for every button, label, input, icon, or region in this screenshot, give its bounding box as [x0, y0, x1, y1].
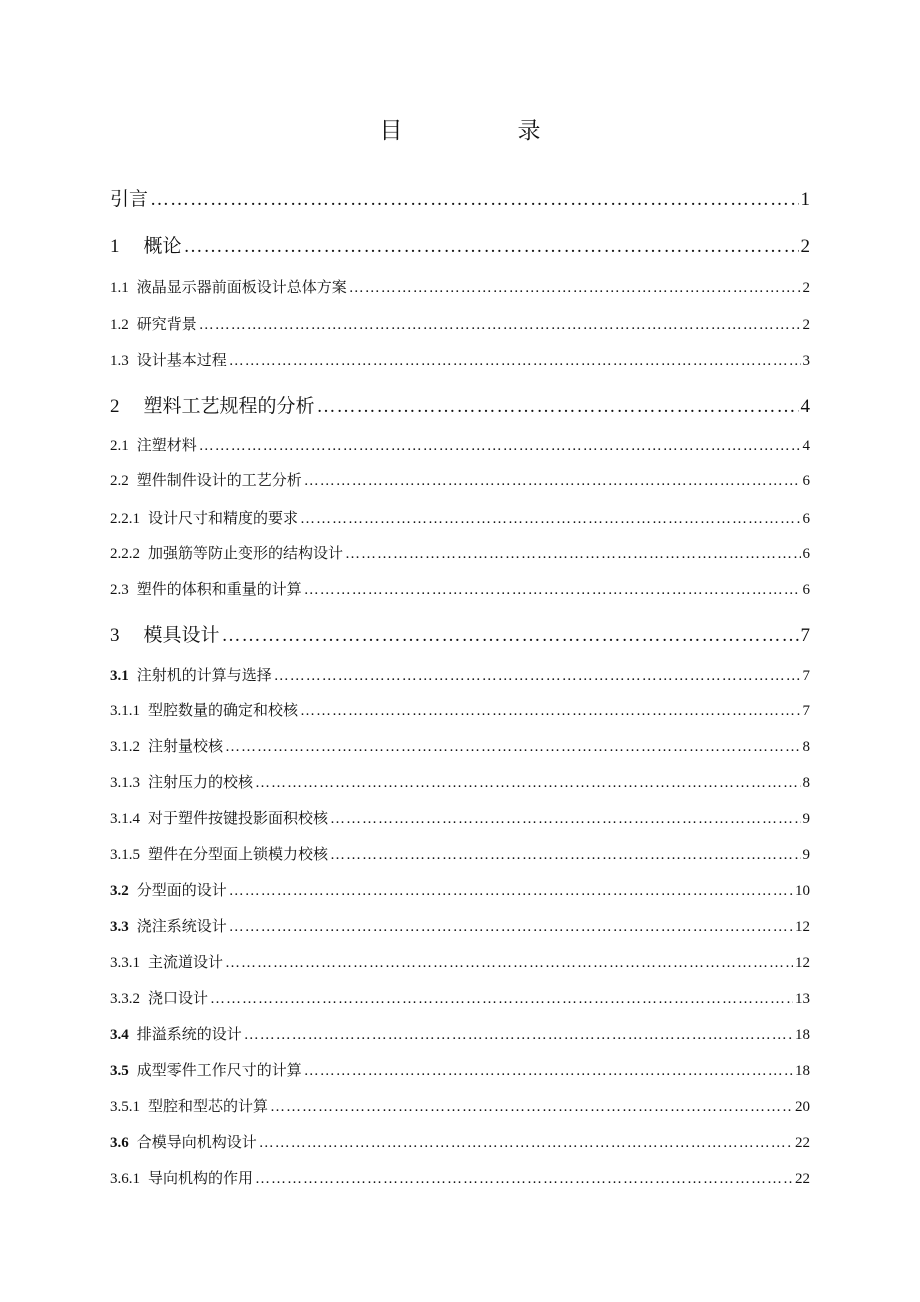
toc-entry-text: 注塑材料	[136, 436, 197, 454]
toc-entry-label	[110, 771, 253, 792]
toc-page-number: 13	[795, 991, 810, 1007]
toc-entry[interactable]	[110, 231, 810, 258]
toc-page-number: 1	[800, 189, 810, 210]
toc-entry-label	[110, 879, 227, 900]
toc-entry[interactable]	[110, 620, 810, 647]
toc-entry[interactable]	[110, 951, 810, 972]
toc-entry[interactable]	[110, 735, 810, 756]
toc-entry-text: 合模导向机构设计	[136, 1133, 257, 1151]
toc-leader-dots	[199, 438, 801, 455]
toc-entry-text: 主流道设计	[148, 953, 224, 971]
toc-entry-number: 1.2	[110, 317, 129, 333]
toc-entry-number: 3.1.1	[110, 703, 140, 719]
toc-entry-text: 研究背景	[136, 315, 197, 333]
toc-entry[interactable]	[110, 578, 810, 599]
toc-entry-label	[110, 1167, 253, 1188]
toc-leader-dots	[184, 236, 799, 258]
toc-page-number: 18	[795, 1063, 810, 1079]
toc-entry-number: 2.1	[110, 438, 129, 454]
toc-entry-number: 3.1.4	[110, 811, 140, 827]
toc-page-number: 4	[802, 438, 810, 454]
toc-entry[interactable]	[110, 349, 810, 370]
toc-leader-dots	[255, 1171, 793, 1188]
toc-entry-number: 3.5.1	[110, 1099, 140, 1115]
toc-entry-label	[110, 1023, 242, 1044]
toc-entry-label	[110, 542, 343, 563]
toc-entry-text: 注射压力的校核	[148, 773, 254, 791]
toc-entry-label	[110, 843, 328, 864]
toc-page-number: 6	[802, 511, 810, 527]
toc-entry[interactable]	[110, 879, 810, 900]
toc-leader-dots	[330, 847, 800, 864]
toc-entry-label	[110, 987, 208, 1008]
toc-leader-dots	[244, 1027, 793, 1044]
toc-leader-dots	[229, 883, 793, 900]
toc-entry-label	[110, 735, 223, 756]
toc-entry-text: 塑件制件设计的工艺分析	[136, 471, 302, 489]
toc-page-number: 2	[802, 280, 810, 296]
toc-page-number: 10	[795, 883, 810, 899]
toc-leader-dots	[304, 582, 801, 599]
toc-entry[interactable]	[110, 276, 810, 297]
toc-entry-number: 2.2.1	[110, 511, 140, 527]
toc-entry-text: 加强筋等防止变形的结构设计	[148, 544, 344, 562]
toc-leader-dots	[210, 991, 793, 1008]
toc-entry-text: 塑件的体积和重量的计算	[136, 580, 302, 598]
toc-entry-label	[110, 1131, 257, 1152]
toc-entry-number: 1.1	[110, 280, 129, 296]
toc-entry-text: 浇口设计	[148, 989, 209, 1007]
toc-page-number: 6	[802, 546, 810, 562]
toc-page-number: 7	[800, 625, 810, 646]
page-title: 目 录	[379, 118, 587, 144]
toc-entry-label	[110, 391, 315, 418]
toc-entry[interactable]	[110, 807, 810, 828]
toc-entry-number: 3.3.1	[110, 955, 140, 971]
toc-entry[interactable]	[110, 915, 810, 936]
toc-page-number: 7	[802, 668, 810, 684]
toc-leader-dots	[229, 919, 793, 936]
toc-leader-dots	[225, 955, 793, 972]
toc-entry-label	[110, 699, 298, 720]
toc-entry-number: 3.1	[110, 668, 129, 684]
toc-page-number: 6	[802, 473, 810, 489]
toc-entry-text: 注射量校核	[148, 737, 224, 755]
toc-entry-text: 概论	[143, 235, 182, 257]
toc-entry-text: 型腔和型芯的计算	[148, 1097, 269, 1115]
toc-entry[interactable]	[110, 507, 810, 528]
toc-entry-label	[110, 578, 302, 599]
toc-page-number: 9	[802, 811, 810, 827]
toc-entry-text: 导向机构的作用	[148, 1169, 254, 1187]
toc-entry-number: 2.2.2	[110, 546, 140, 562]
toc-entry-number: 3.5	[110, 1063, 129, 1079]
toc-entry-text: 成型零件工作尺寸的计算	[136, 1061, 302, 1079]
toc-entry-number: 2.3	[110, 582, 129, 598]
toc-entry[interactable]	[110, 987, 810, 1008]
toc-leader-dots	[274, 668, 801, 685]
toc-entry-text: 引言	[110, 188, 149, 210]
toc-entry-number: 3.6.1	[110, 1171, 140, 1187]
toc-entry-number: 2	[110, 396, 120, 417]
toc-entry[interactable]	[110, 771, 810, 792]
toc-entry-text: 设计尺寸和精度的要求	[148, 509, 299, 527]
toc-entry-label	[110, 915, 227, 936]
toc-entry-number: 1	[110, 236, 120, 257]
toc-entry-label	[110, 349, 227, 370]
toc-entry[interactable]	[110, 391, 810, 418]
toc-entry-label	[110, 434, 197, 455]
toc-entry-number: 3.6	[110, 1135, 129, 1151]
toc-entry-number: 3.2	[110, 883, 129, 899]
toc-leader-dots	[349, 280, 801, 297]
toc-page-number: 8	[802, 739, 810, 755]
toc-page-number: 7	[802, 703, 810, 719]
toc-entry[interactable]	[110, 843, 810, 864]
toc-entry[interactable]	[110, 469, 810, 490]
toc-entry-text: 排溢系统的设计	[136, 1025, 242, 1043]
toc-entry-number: 3	[110, 625, 120, 646]
toc-entry-text: 液晶显示器前面板设计总体方案	[136, 278, 347, 296]
toc-entry[interactable]	[110, 313, 810, 334]
toc-entry-number: 3.3.2	[110, 991, 140, 1007]
toc-entry-number: 2.2	[110, 473, 129, 489]
toc-entry-label	[110, 620, 220, 647]
toc-entry-text: 浇注系统设计	[136, 917, 227, 935]
toc-entry-text: 模具设计	[143, 624, 220, 646]
toc-entry-text: 设计基本过程	[136, 351, 227, 369]
toc-entry[interactable]	[110, 542, 810, 563]
toc-entry[interactable]	[110, 1023, 810, 1044]
toc-entry-number: 1.3	[110, 353, 129, 369]
toc-entry[interactable]	[110, 664, 810, 685]
toc-leader-dots	[199, 317, 801, 334]
toc-entry-label	[110, 231, 182, 258]
toc-entry-text: 注射机的计算与选择	[136, 666, 272, 684]
toc-entry-label	[110, 507, 298, 528]
toc-entry-number: 3.3	[110, 919, 129, 935]
toc-entry-text: 塑料工艺规程的分析	[143, 395, 315, 417]
toc-page-number: 9	[802, 847, 810, 863]
toc-entry-text: 分型面的设计	[136, 881, 227, 899]
toc-leader-dots	[259, 1135, 793, 1152]
toc-leader-dots	[225, 739, 800, 756]
toc-entry-label	[110, 276, 347, 297]
toc-entry-number: 3.1.2	[110, 739, 140, 755]
toc-leader-dots	[229, 353, 801, 370]
toc-leader-dots	[255, 775, 800, 792]
toc-leader-dots	[330, 811, 800, 828]
toc-entry-label	[110, 469, 302, 490]
toc-page-number: 22	[795, 1135, 810, 1151]
toc-page-number: 8	[802, 775, 810, 791]
toc-entry-text: 型腔数量的确定和校核	[148, 701, 299, 719]
toc-leader-dots	[345, 546, 800, 563]
toc-entry-label	[110, 807, 328, 828]
toc-entry-number: 3.1.5	[110, 847, 140, 863]
toc-entry[interactable]	[110, 434, 810, 455]
toc-entry-number: 3.4	[110, 1027, 129, 1043]
toc-page-number: 12	[795, 919, 810, 935]
toc-leader-dots	[222, 625, 799, 647]
toc-entry[interactable]	[110, 699, 810, 720]
toc-entry-label	[110, 1059, 302, 1080]
toc-page-number: 20	[795, 1099, 810, 1115]
toc-leader-dots	[304, 1063, 793, 1080]
toc-entry[interactable]	[110, 1131, 810, 1152]
toc-page-number: 18	[795, 1027, 810, 1043]
toc-leader-dots	[300, 703, 800, 720]
toc-entry-label	[110, 1095, 268, 1116]
toc-entry-label	[110, 664, 272, 685]
toc-entry-label	[110, 184, 148, 211]
toc-entry-text: 对于塑件按键投影面积校核	[148, 809, 329, 827]
toc-leader-dots	[304, 473, 801, 490]
toc-entry[interactable]	[110, 1059, 810, 1080]
toc-leader-dots	[317, 396, 799, 418]
toc-entry-number: 3.1.3	[110, 775, 140, 791]
toc-leader-dots	[150, 189, 798, 211]
toc-page-number: 3	[802, 353, 810, 369]
toc-page-number: 2	[802, 317, 810, 333]
toc-entry-label	[110, 951, 223, 972]
toc-leader-dots	[270, 1099, 793, 1116]
toc-page-number: 12	[795, 955, 810, 971]
toc-leader-dots	[300, 511, 800, 528]
toc-page-number: 4	[800, 396, 810, 417]
toc-entry[interactable]	[110, 1095, 810, 1116]
toc-page-number: 22	[795, 1171, 810, 1187]
toc-entry-label	[110, 313, 197, 334]
toc-entry[interactable]	[110, 184, 810, 211]
toc-entry-text: 塑件在分型面上锁模力校核	[148, 845, 329, 863]
toc-page-number: 6	[802, 582, 810, 598]
toc-entry[interactable]	[110, 1167, 810, 1188]
toc-page-number: 2	[800, 236, 810, 257]
